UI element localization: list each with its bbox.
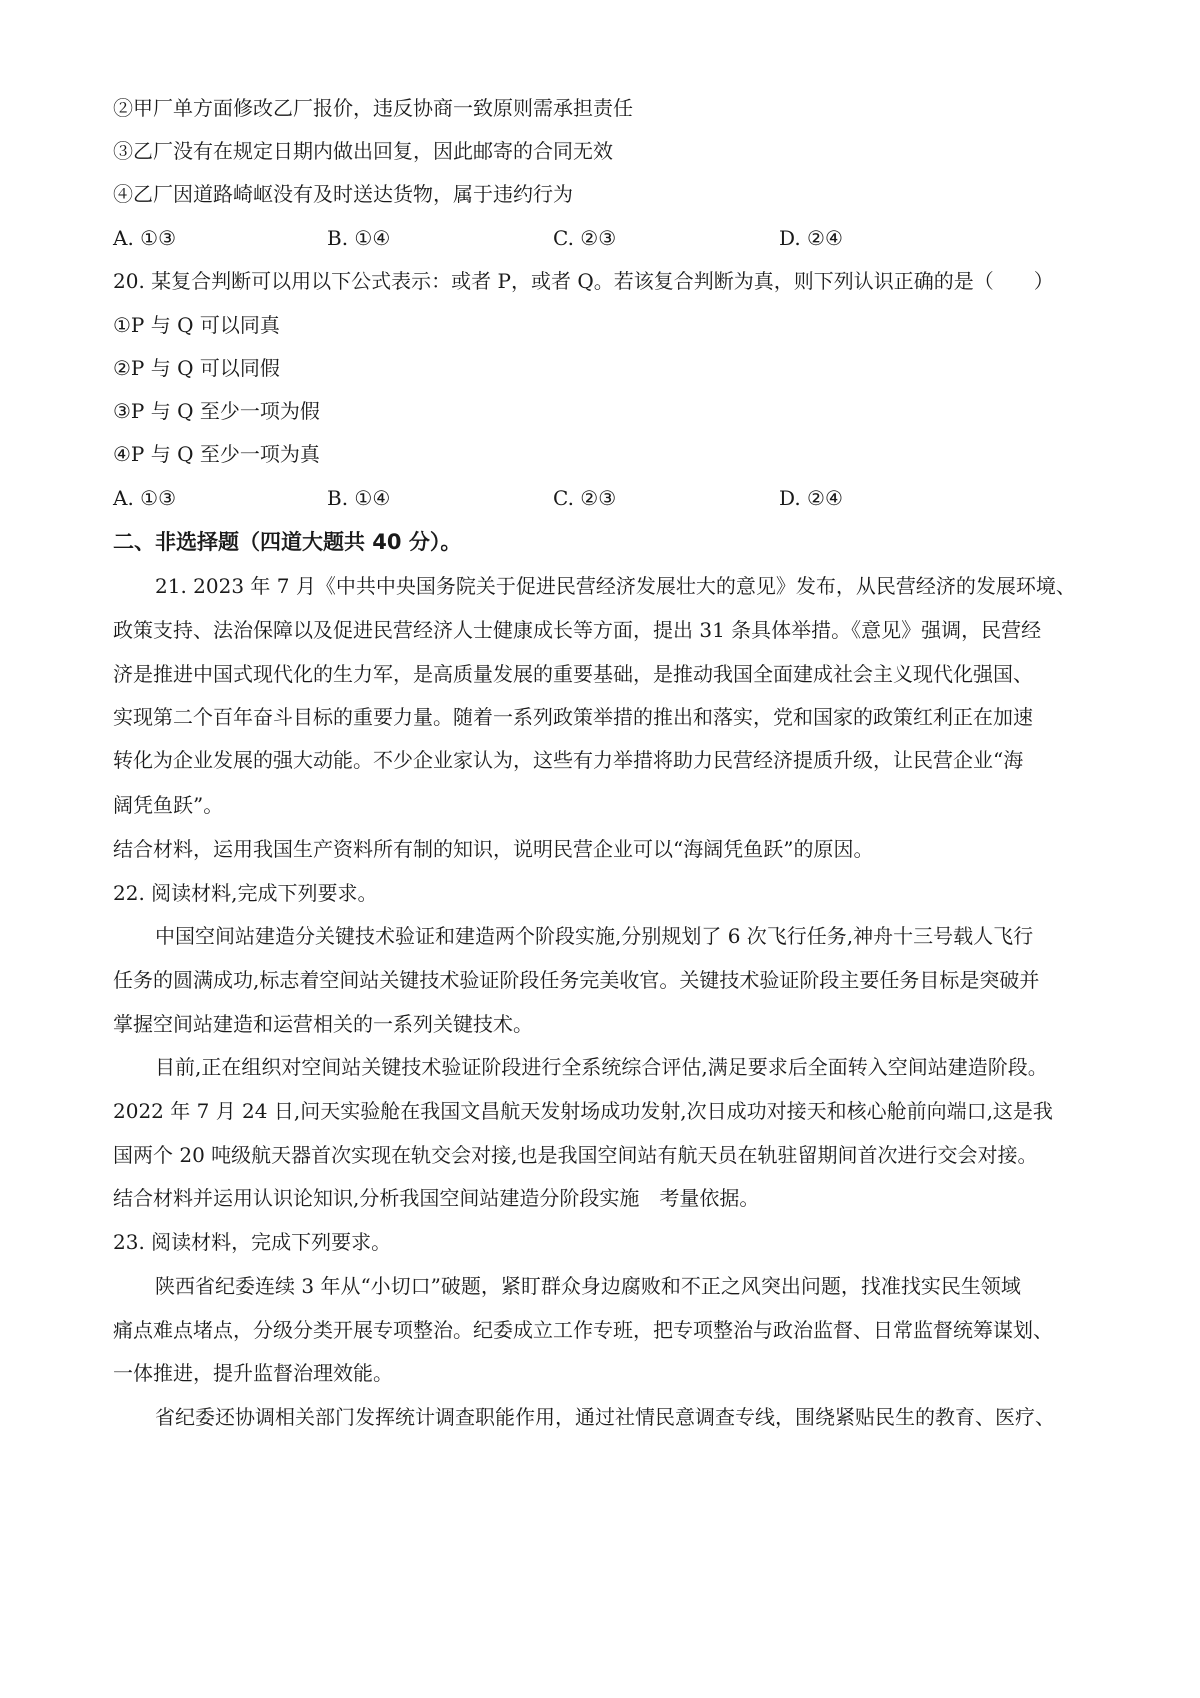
q19-item-4: ④乙厂因道路崎岖没有及时送达货物，属于违约行为 [113, 182, 573, 206]
section-heading: 二、非选择题（四道大题共 40 分）。 [113, 530, 462, 554]
q20-option-d: D. ②④ [779, 486, 843, 510]
q21-line-6: 阔凭鱼跃”。 [113, 793, 224, 817]
q19-option-a: A. ①③ [113, 226, 177, 250]
q22-line-4: 目前,正在组织对空间站关键技术验证阶段进行全系统综合评估,满足要求后全面转入空间站建造阶段。 [155, 1055, 1048, 1079]
q23-line-4: 省纪委还协调相关部门发挥统计调查职能作用，通过社情民意调查专线，围绕紧贴民生的教育、医疗、 [155, 1405, 1055, 1429]
q19-option-d: D. ②④ [779, 226, 843, 250]
q23-stem: 23. 阅读材料，完成下列要求。 [113, 1230, 392, 1254]
q19-option-b: B. ①④ [327, 226, 391, 250]
q21-line-4: 实现第二个百年奋斗目标的重要力量。随着一系列政策举措的推出和落实，党和国家的政策红利正在加速 [113, 705, 1033, 729]
q22-line-1: 中国空间站建造分关键技术验证和建造两个阶段实施,分别规划了 6 次飞行任务,神舟十三号载人飞行 [155, 924, 1034, 948]
q21-question: 结合材料，运用我国生产资料所有制的知识，说明民营企业可以“海阔凭鱼跃”的原因。 [113, 837, 874, 861]
q19-option-c: C. ②③ [553, 226, 617, 250]
q20-item-4: ④P 与 Q 至少一项为真 [113, 442, 320, 466]
q21-line-5: 转化为企业发展的强大动能。不少企业家认为，这些有力举措将助力民营经济提质升级，让民营企业“海 [113, 748, 1024, 772]
q22-line-3: 掌握空间站建造和运营相关的一系列关键技术。 [113, 1012, 533, 1036]
q20-option-a: A. ①③ [113, 486, 177, 510]
q23-line-3: 一体推进，提升监督治理效能。 [113, 1361, 393, 1385]
q21-line-1: 21. 2023 年 7 月《中共中央国务院关于促进民营经济发展壮大的意见》发布，从民营经济的发展环境、 [155, 574, 1076, 598]
q20-stem: 20. 某复合判断可以用以下公式表示：或者 P，或者 Q。若该复合判断为真，则下列认识正确的是（ ） [113, 269, 1054, 293]
q20-option-b: B. ①④ [327, 486, 391, 510]
q22-line-2: 任务的圆满成功,标志着空间站关键技术验证阶段任务完美收官。关键技术验证阶段主要任务目标是突破并 [113, 968, 1040, 992]
q20-item-1: ①P 与 Q 可以同真 [113, 313, 280, 337]
q22-stem: 22. 阅读材料,完成下列要求。 [113, 881, 378, 905]
q22-line-6: 国两个 20 吨级航天器首次实现在轨交会对接,也是我国空间站有航天员在轨驻留期间首次进行交会对接。 [113, 1143, 1038, 1167]
q21-line-2: 政策支持、法治保障以及促进民营经济人士健康成长等方面，提出 31 条具体举措。《意见》强调，民营经 [113, 618, 1042, 642]
q20-option-c: C. ②③ [553, 486, 617, 510]
q19-item-2: ②甲厂单方面修改乙厂报价，违反协商一致原则需承担责任 [113, 96, 633, 120]
q19-item-3: ③乙厂没有在规定日期内做出回复，因此邮寄的合同无效 [113, 139, 613, 163]
q23-line-1: 陕西省纪委连续 3 年从“小切口”破题，紧盯群众身边腐败和不正之风突出问题，找准找实民生领域 [155, 1274, 1021, 1298]
q21-line-3: 济是推进中国式现代化的生力军，是高质量发展的重要基础，是推动我国全面建成社会主义现代化强国、 [113, 662, 1033, 686]
q22-line-5: 2022 年 7 月 24 日,问天实验舱在我国文昌航天发射场成功发射,次日成功对接天和核心舱前向端口,这是我 [113, 1099, 1053, 1123]
q20-item-2: ②P 与 Q 可以同假 [113, 356, 280, 380]
q23-line-2: 痛点难点堵点，分级分类开展专项整治。纪委成立工作专班，把专项整治与政治监督、日常监督统筹谋划、 [113, 1318, 1053, 1342]
q20-item-3: ③P 与 Q 至少一项为假 [113, 399, 320, 423]
q22-question: 结合材料并运用认识论知识,分析我国空间站建造分阶段实施 考量依据。 [113, 1186, 760, 1210]
